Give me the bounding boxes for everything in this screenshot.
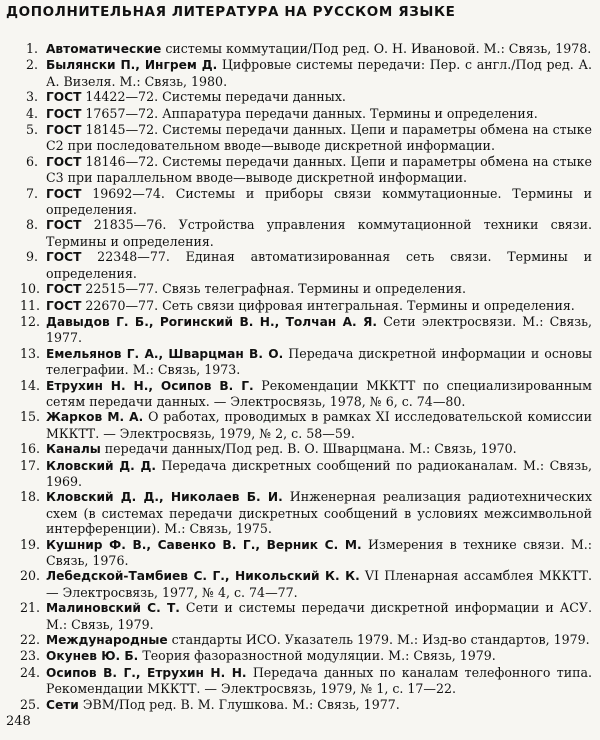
reference-author: Етрухин Н. Н., Осипов В. Г. — [46, 378, 254, 393]
reference-number: 21. — [20, 600, 41, 616]
reference-number: 20. — [20, 568, 41, 584]
reference-text: Инженерная реализация радиотехнических схем (в системах передачи дискретных сообщений в условиях межсимвольной интерференции). М.: Связь, 1975. — [46, 489, 592, 537]
reference-item — [20, 600, 592, 632]
reference-number: 2. — [25, 57, 38, 73]
reference-text: передачи данных/Под ред. В. О. Шварцмана. М.: Связь, 1970. — [100, 441, 517, 457]
reference-author: Каналы — [46, 442, 101, 457]
reference-number: 3. — [25, 89, 38, 105]
reference-item — [20, 489, 592, 536]
reference-item — [20, 281, 592, 297]
reference-number: 6. — [25, 153, 38, 169]
reference-text: 18145—72. Системы передачи данных. Цепи и параметры обмена на стыке С2 при последовательном вводе—выводе дискретной информации. — [46, 122, 592, 154]
reference-item — [20, 217, 592, 249]
reference-author: Кушнир Ф. В., Савенко В. Г., Верник С. М. — [46, 537, 362, 552]
reference-item — [20, 314, 592, 346]
reference-item — [20, 249, 592, 281]
reference-author: ГОСТ — [46, 298, 82, 313]
reference-number: 9. — [25, 249, 38, 265]
reference-item — [20, 458, 592, 490]
reference-text: 14422—72. Системы передачи данных. — [81, 89, 346, 105]
reference-author: Жарков М. А. — [46, 410, 144, 425]
reference-author: Лебедской-Тамбиев С. Г., Никольский К. К. — [46, 569, 360, 584]
page-number: 248 — [6, 714, 31, 729]
reference-text: Передача дискретных сообщений по радиоканалам. М.: Связь, 1969. — [46, 457, 592, 489]
reference-text: Рекомендации МККТТ по специализированным сетям передачи данных. — Электросвязь, 1978, № 6, с. 74—80. — [46, 377, 592, 409]
reference-item — [20, 568, 592, 600]
reference-author: ГОСТ — [46, 250, 82, 265]
reference-number: 24. — [20, 664, 41, 680]
reference-author: Кловский Д. Д., Николаев Б. И. — [46, 490, 283, 505]
reference-item — [20, 697, 592, 713]
reference-item — [20, 57, 592, 89]
reference-item — [20, 409, 592, 441]
reference-number: 5. — [25, 122, 38, 138]
reference-number: 8. — [25, 217, 38, 233]
reference-number: 10. — [20, 281, 41, 297]
reference-author: Окунев Ю. Б. — [46, 649, 139, 664]
reference-item — [20, 106, 592, 122]
reference-number: 14. — [20, 377, 41, 393]
reference-number: 22. — [20, 632, 41, 648]
reference-number: 19. — [20, 536, 41, 552]
reference-item — [20, 154, 592, 186]
reference-text: 18146—72. Системы передачи данных. Цепи и параметры обмена на стыке С3 при параллельном вводе—выводе дискретной информации. — [46, 153, 592, 186]
reference-text: О работах, проводимых в рамках XI исследовательской комиссии МККТТ. — Электросвязь, 1979, № 2, с. 58—59. — [46, 409, 593, 441]
reference-text: 22348—77. Единая автоматизированная сеть связи. Термины и определения. — [46, 249, 592, 281]
reference-number: 1. — [25, 41, 38, 56]
reference-item — [20, 186, 592, 218]
reference-text: VI Пленарная ассамблея МККТТ. — Электросвязь, 1977, № 4, с. 74—77. — [46, 568, 593, 600]
reference-author: Кловский Д. Д. — [46, 458, 156, 473]
reference-text: Передача дискретной информации и основы телеграфии. М.: Связь, 1973. — [46, 345, 592, 378]
reference-number: 13. — [20, 345, 41, 361]
reference-text: стандарты ИСО. Указатель 1979. М.: Изд-во стандартов, 1979. — [167, 632, 590, 648]
reference-text: 22670—77. Сеть связи цифровая интегральная. Термины и определения. — [81, 297, 575, 313]
reference-text: 19692—74. Системы и приборы связи коммутационные. Термины и определения. — [46, 185, 592, 218]
reference-number: 12. — [20, 313, 41, 329]
reference-text: системы коммутации/Под ред. О. Н. Ивановой. М.: Связь, 1978. — [161, 41, 592, 56]
reference-number: 4. — [25, 105, 38, 121]
reference-author: ГОСТ — [46, 186, 82, 201]
reference-list — [20, 41, 592, 713]
reference-text: 22515—77. Связь телеграфная. Термины и определения. — [81, 281, 467, 297]
reference-item — [20, 122, 592, 154]
reference-text: 17657—72. Аппаратура передачи данных. Термины и определения. — [81, 105, 538, 121]
reference-author: Давыдов Г. Б., Рогинский В. Н., Толчан А. Я. — [46, 314, 378, 329]
section-heading: ДОПОЛНИТЕЛЬНАЯ ЛИТЕРАТУРА НА РУССКОМ ЯЗЫКЕ — [6, 4, 456, 20]
reference-author: ГОСТ — [46, 154, 82, 169]
reference-author: ГОСТ — [46, 106, 82, 121]
reference-number: 16. — [20, 441, 41, 457]
reference-item — [20, 648, 592, 664]
reference-author: ГОСТ — [46, 218, 82, 233]
reference-text: ЭВМ/Под ред. В. М. Глушкова. М.: Связь, 1977. — [78, 696, 400, 712]
reference-text: Теория фазоразностной модуляции. М.: Связь, 1979. — [138, 648, 496, 664]
reference-item — [20, 441, 592, 457]
reference-author: Автоматические — [46, 42, 162, 56]
reference-author: Былянски П., Ингрем Д. — [46, 58, 218, 73]
reference-author: Емельянов Г. А., Шварцман В. О. — [46, 346, 284, 361]
reference-number: 17. — [20, 457, 41, 473]
reference-author: Сети — [46, 697, 79, 712]
reference-item — [20, 665, 592, 697]
reference-number: 15. — [20, 409, 41, 425]
reference-item — [20, 632, 592, 648]
reference-item — [20, 298, 592, 314]
reference-text: Сети электросвязи. М.: Связь, 1977. — [46, 313, 592, 346]
reference-number: 11. — [20, 297, 41, 313]
reference-author: ГОСТ — [46, 90, 82, 105]
reference-item — [20, 41, 592, 57]
reference-text: 21835—76. Устройства управления коммутационной техники связи. Термины и определения. — [46, 217, 592, 249]
reference-author: ГОСТ — [46, 282, 82, 297]
reference-text: Цифровые системы передачи: Пер. с англ./Под ред. А. А. Визеля. М.: Связь, 1980. — [46, 57, 592, 89]
reference-author: ГОСТ — [46, 123, 82, 138]
reference-text: Передача данных по каналам телефонного типа. Рекомендации МККТТ. — Электросвязь, 1979, № 1, с. 17—22. — [46, 664, 592, 697]
reference-text: Сети и системы передачи дискретной информации и АСУ. М.: Связь, 1979. — [46, 600, 592, 632]
reference-author: Международные — [46, 633, 168, 648]
reference-item — [20, 89, 592, 105]
reference-number: 7. — [25, 185, 38, 201]
reference-number: 23. — [20, 648, 41, 664]
reference-item — [20, 346, 592, 378]
reference-text: Измерения в технике связи. М.: Связь, 1976. — [46, 536, 592, 568]
reference-number: 18. — [20, 489, 41, 505]
reference-author: Малиновский С. Т. — [46, 601, 180, 616]
reference-item — [20, 378, 592, 410]
reference-author: Осипов В. Г., Етрухин Н. Н. — [46, 665, 247, 680]
reference-number: 25. — [20, 696, 41, 712]
reference-item — [20, 537, 592, 569]
